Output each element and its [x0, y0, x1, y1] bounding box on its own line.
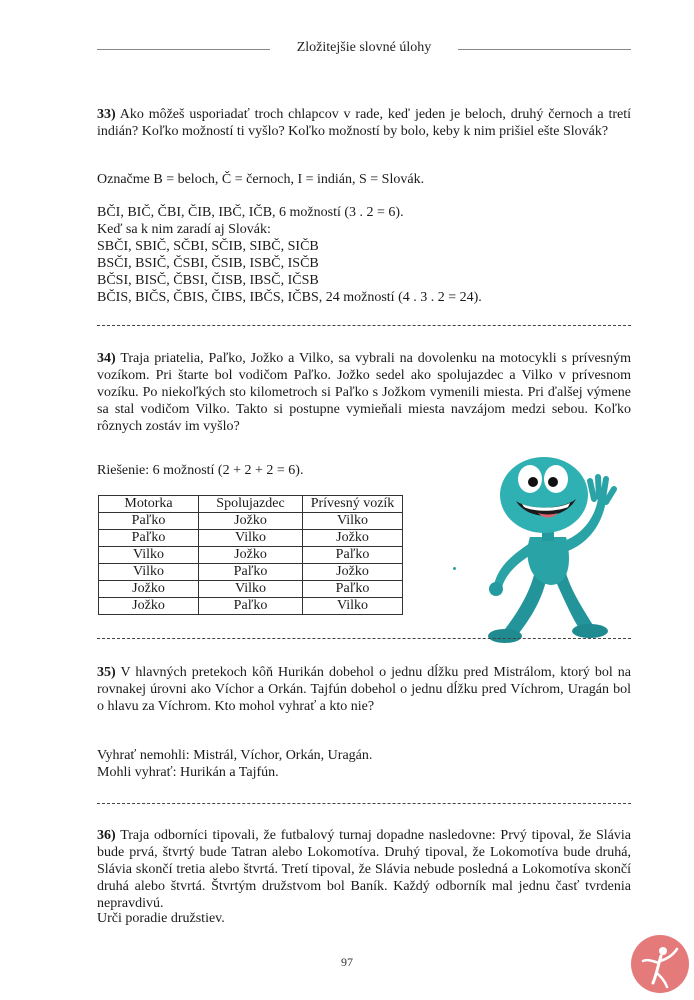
- table-cell: Paľko: [199, 598, 303, 615]
- table-cell: Vilko: [99, 564, 199, 581]
- table-header: Spolujazdec: [199, 496, 303, 513]
- table-cell: Vilko: [199, 581, 303, 598]
- table-row: [99, 581, 403, 598]
- table-row: [99, 598, 403, 615]
- figure-logo-icon: [631, 935, 689, 993]
- problem-36-text: [97, 827, 631, 912]
- table-cell: Vilko: [99, 547, 199, 564]
- header-title: Zložitejšie slovné úlohy: [296, 40, 432, 55]
- table-header-row: [99, 496, 403, 513]
- problem-35-answer-1: Vyhrať nemohli: Mistrál, Víchor, Orkán, Uragán.: [97, 748, 373, 763]
- section-divider: [97, 638, 631, 639]
- problem-36-number: 36): [97, 828, 116, 843]
- problem-36-body: Traja odborníci tipovali, že futbalový turnaj dopadne nasledovne: Prvý tipoval, že Slávia bude prvá, štvrtý bude Tatran alebo Lokomotíva. Druhý tipoval, že Lokomotíva bude druhá, Slávia skončí tretia alebo štvrtá. Tretí tipoval, že Slávia nebude posledná a Lokomotíva skončí druhá alebo štvrtá. Štvrtým družstvom bol Baník. Každý odborník mal jednu časť tvrdenia nepravdivú.: [97, 828, 631, 911]
- alien-mascot-illustration: [472, 455, 624, 645]
- problem-35-answer-2: Mohli vyhrať: Hurikán a Tajfún.: [97, 765, 279, 780]
- table-cell: Paľko: [199, 564, 303, 581]
- table-cell: Paľko: [99, 513, 199, 530]
- solution-line: BSČI, BSIČ, ČSBI, ČSIB, ISBČ, ISČB: [97, 256, 319, 271]
- problem-33-solution: [97, 204, 631, 306]
- table-cell: Vilko: [199, 530, 303, 547]
- table-cell: Paľko: [303, 581, 403, 598]
- header-rule-right: [458, 49, 631, 50]
- problem-33-notation: Označme B = beloch, Č = černoch, I = indián, S = Slovák.: [97, 172, 425, 187]
- table-row: [99, 547, 403, 564]
- table-cell: Vilko: [303, 598, 403, 615]
- problem-34-text: [97, 350, 631, 435]
- table-cell: Jožko: [303, 564, 403, 581]
- table-header: Prívesný vozík: [303, 496, 403, 513]
- table-cell: Jožko: [199, 513, 303, 530]
- table-cell: Paľko: [99, 530, 199, 547]
- solution-line: Keď sa k nim zaradí aj Slovák:: [97, 222, 271, 237]
- section-divider: [97, 325, 631, 326]
- page-header: [97, 38, 631, 62]
- table-cell: Jožko: [99, 581, 199, 598]
- solution-line: SBČI, SBIČ, SČBI, SČIB, SIBČ, SIČB: [97, 239, 319, 254]
- table-header: Motorka: [99, 496, 199, 513]
- problem-35-text: [97, 664, 631, 715]
- problem-35-body: V hlavných pretekoch kôň Hurikán dobehol o jednu dĺžku pred Mistrálom, ktorý bol na rovnakej úrovni ako Víchor a Orkán. Tajfún dobehol o jednu dĺžku pred Víchrom, Uragán bol o hlavu za Víchrom. Kto mohol vyhrať a kto nie?: [97, 665, 631, 714]
- solution-line: BČIS, BIČS, ČBIS, ČIBS, IBČS, IČBS, 24 možností (4 . 3 . 2 = 24).: [97, 290, 482, 305]
- problem-36-task: Urči poradie družstiev.: [97, 911, 225, 926]
- table-row: [99, 530, 403, 547]
- table-cell: Paľko: [303, 547, 403, 564]
- decorative-dot: [453, 567, 456, 570]
- table-cell: Jožko: [199, 547, 303, 564]
- table-cell: Jožko: [303, 530, 403, 547]
- solution-line: BČI, BIČ, ČBI, ČIB, IBČ, IČB, 6 možností (3 . 2 = 6).: [97, 205, 404, 220]
- table-row: [99, 564, 403, 581]
- problem-33-text: [97, 106, 631, 140]
- problem-35-number: 35): [97, 665, 116, 680]
- problem-34-body: Traja priatelia, Paľko, Jožko a Vilko, sa vybrali na dovolenku na motocykli s prívesným vozíkom. Pri štarte bol vodičom Paľko. Jožko sedel ako spolujazdec a Vilko v prívesnom vozíku. Po niekoľkých sto kilometroch si Paľko s Jožkom vymenili miesta. Pri ďalšej výmene sa stal vodičom Vilko. Takto si postupne vymieňali miesta navzájom medzi sebou. Koľko rôznych zostáv im vyšlo?: [97, 351, 631, 434]
- problem-33-body: Ako môžeš usporiadať troch chlapcov v rade, keď jeden je beloch, druhý černoch a tretí indián? Koľko možností ti vyšlo? Koľko možností by bolo, keby k nim prišiel ešte Slovák?: [97, 107, 631, 139]
- table-cell: Vilko: [303, 513, 403, 530]
- problem-34-number: 34): [97, 351, 116, 366]
- problem-33-number: 33): [97, 107, 116, 122]
- solution-line: BČSI, BISČ, ČBSI, ČISB, IBSČ, IČSB: [97, 273, 319, 288]
- page-number: 97: [341, 955, 353, 969]
- problem-34-solution: Riešenie: 6 možností (2 + 2 + 2 = 6).: [97, 463, 304, 478]
- table-row: [99, 513, 403, 530]
- section-divider: [97, 803, 631, 804]
- table-cell: Jožko: [99, 598, 199, 615]
- assignment-table: [98, 495, 403, 615]
